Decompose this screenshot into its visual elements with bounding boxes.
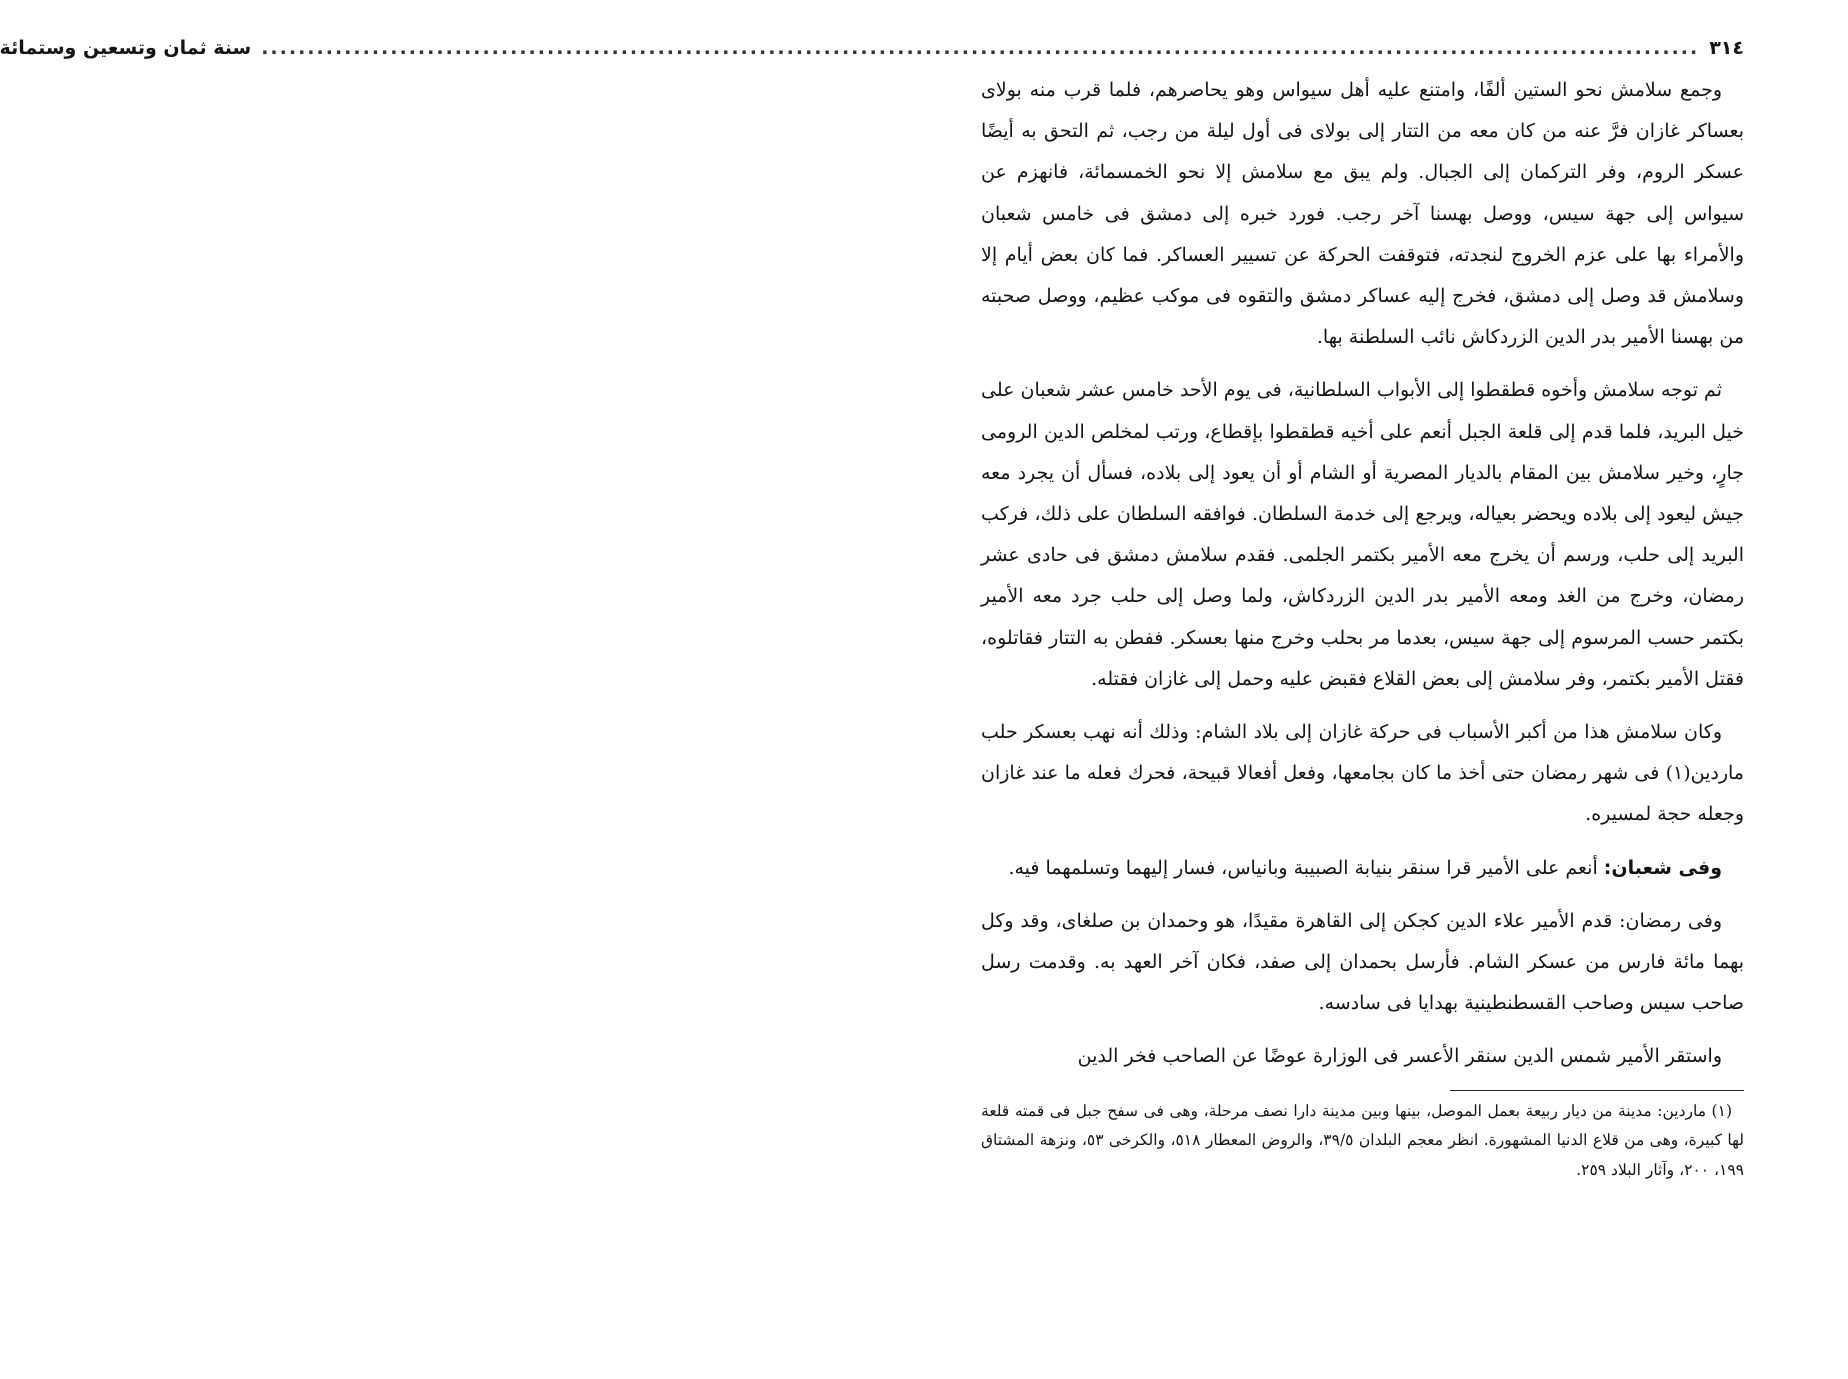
paragraph-text: ثم توجه سلامش وأخوه قطقطوا إلى الأبواب السلطانية، فى يوم الأحد خامس عشر شعبان على خيل البريد، فلما قدم إلى قلعة الجبل أنعم على أخيه قطقطوا بإقطاع، ورتب لمخلص الدين الرومى جارٍ، وخير سلامش بين المقام بالديار المصرية أو الشام أو أن يعود إلى بلاده، فسأل أن يجرد معه جيش ليعود إلى بلاده ويحضر بعياله، ويرجع إلى خدمة السلطان. فوافقه السلطان على ذلك، فركب البريد إلى حلب، ورسم أن يخرج معه الأمير بكتمر الجلمى. فقدم سلامش دمشق فى حادى عشر رمضان، وخرج من الغد ومعه الأمير بدر الدين الزردكاش، ولما وصل إلى حلب جرد معه الأمير بكتمر حسب المرسوم إلى جهة سيس، بعدما مر بحلب وخرج منها بعسكر. ففطن به التتار فقاتلوه، فقتل الأمير بكتمر، وفر سلامش إلى بعض القلاع فقبض عليه وحمل إلى غازان فقتله. [981, 379, 1744, 690]
paragraph-text: واستقر الأمير شمس الدين سنقر الأعسر فى الوزارة عوضًا عن الصاحب فخر الدين [1077, 1045, 1722, 1068]
paragraph-1 [981, 70, 1744, 358]
paragraph-text: وفى رمضان: قدم الأمير علاء الدين كجكن إلى القاهرة مقيدًا، هو وحمدان بن صلغاى، وقد وكل بهما مائة فارس من عسكر الشام. فأرسل بحمدان إلى صفد، فكان آخر العهد به. وقدمت رسل صاحب سيس وصاحب القسطنطينية بهدايا فى سادسه. [981, 909, 1744, 1015]
book-page [0, 34, 1745, 1186]
footnote-separator [1450, 1090, 1744, 1091]
paragraph-text: وجمع سلامش نحو الستين ألفًا، وامتنع عليه أهل سيواس وهو يحاصرهم، فلما قرب منه بولاى بعساكر غازان فرَّ عنه من كان معه من التتار إلى بولاى فى أول ليلة من رجب، ثم التحق به أيضًا عسكر الروم، وفر التركمان إلى الجبال. ولم يبق مع سلامش إلا نحو الخمسمائة، فانهزم عن سيواس إلى جهة سيس، ووصل بهسنا آخر رجب. فورد خبره إلى دمشق فى خامس شعبان والأمراء بها على عزم الخروج لنجدته، فتوقفت الحركة عن تسيير العساكر. فما كان بعض أيام إلا وسلامش قد وصل إلى دمشق، فخرج إليه عساكر دمشق والتقوه فى موكب عظيم، ووصل صحبته من بهسنا الأمير بدر الدين الزردكاش نائب السلطنة بها. [981, 79, 1744, 349]
paragraph-text: وكان سلامش هذا من أكبر الأسباب فى حركة غازان إلى بلاد الشام: وذلك أنه نهب بعسكر حلب ماردين(١) فى شهر رمضان حتى أخذ ما كان بجامعها، وفعل أفعالا قبيحة، فحرك فعله ما عند غازان وجعله حجة لمسيره. [981, 721, 1744, 826]
main-text [981, 70, 1744, 1078]
paragraph-text: أنعم على الأمير قرا سنقر بنيابة الصبيبة وبانياس، فسار إليهما وتسلمهما فيه. [1008, 856, 1604, 879]
running-title: سنة ثمان وتسعين وستمائة [0, 37, 252, 59]
paragraph-4 [981, 848, 1744, 889]
paragraph-6 [981, 1036, 1744, 1077]
footnote: (١) ماردين: مدينة من ديار ربيعة بعمل الموصل، بينها وبين مدينة دارا نصف مرحلة، وهى فى سفح جبل فى قمته قلعة لها كبيرة، وهى من قلاع الدنيا المشهورة. انظر معجم البلدان ٣٩/٥، والروض المعطار ٥١٨، والكرخى ٥٣، ونزهة المشتاق ١٩٩، ٢٠٠، وآثار البلاد ٢٥٩. [981, 1101, 1745, 1180]
paragraph-5 [981, 901, 1744, 1025]
paragraph-3 [981, 712, 1744, 836]
paragraph-lead-shaban: وفى شعبان: [1603, 856, 1722, 879]
paragraph-2 [981, 370, 1744, 700]
running-head [0, 34, 1744, 62]
dot-leader: ............................................................................................................................................................ [261, 37, 1700, 59]
page-number: ٣١٤ [1709, 37, 1744, 59]
